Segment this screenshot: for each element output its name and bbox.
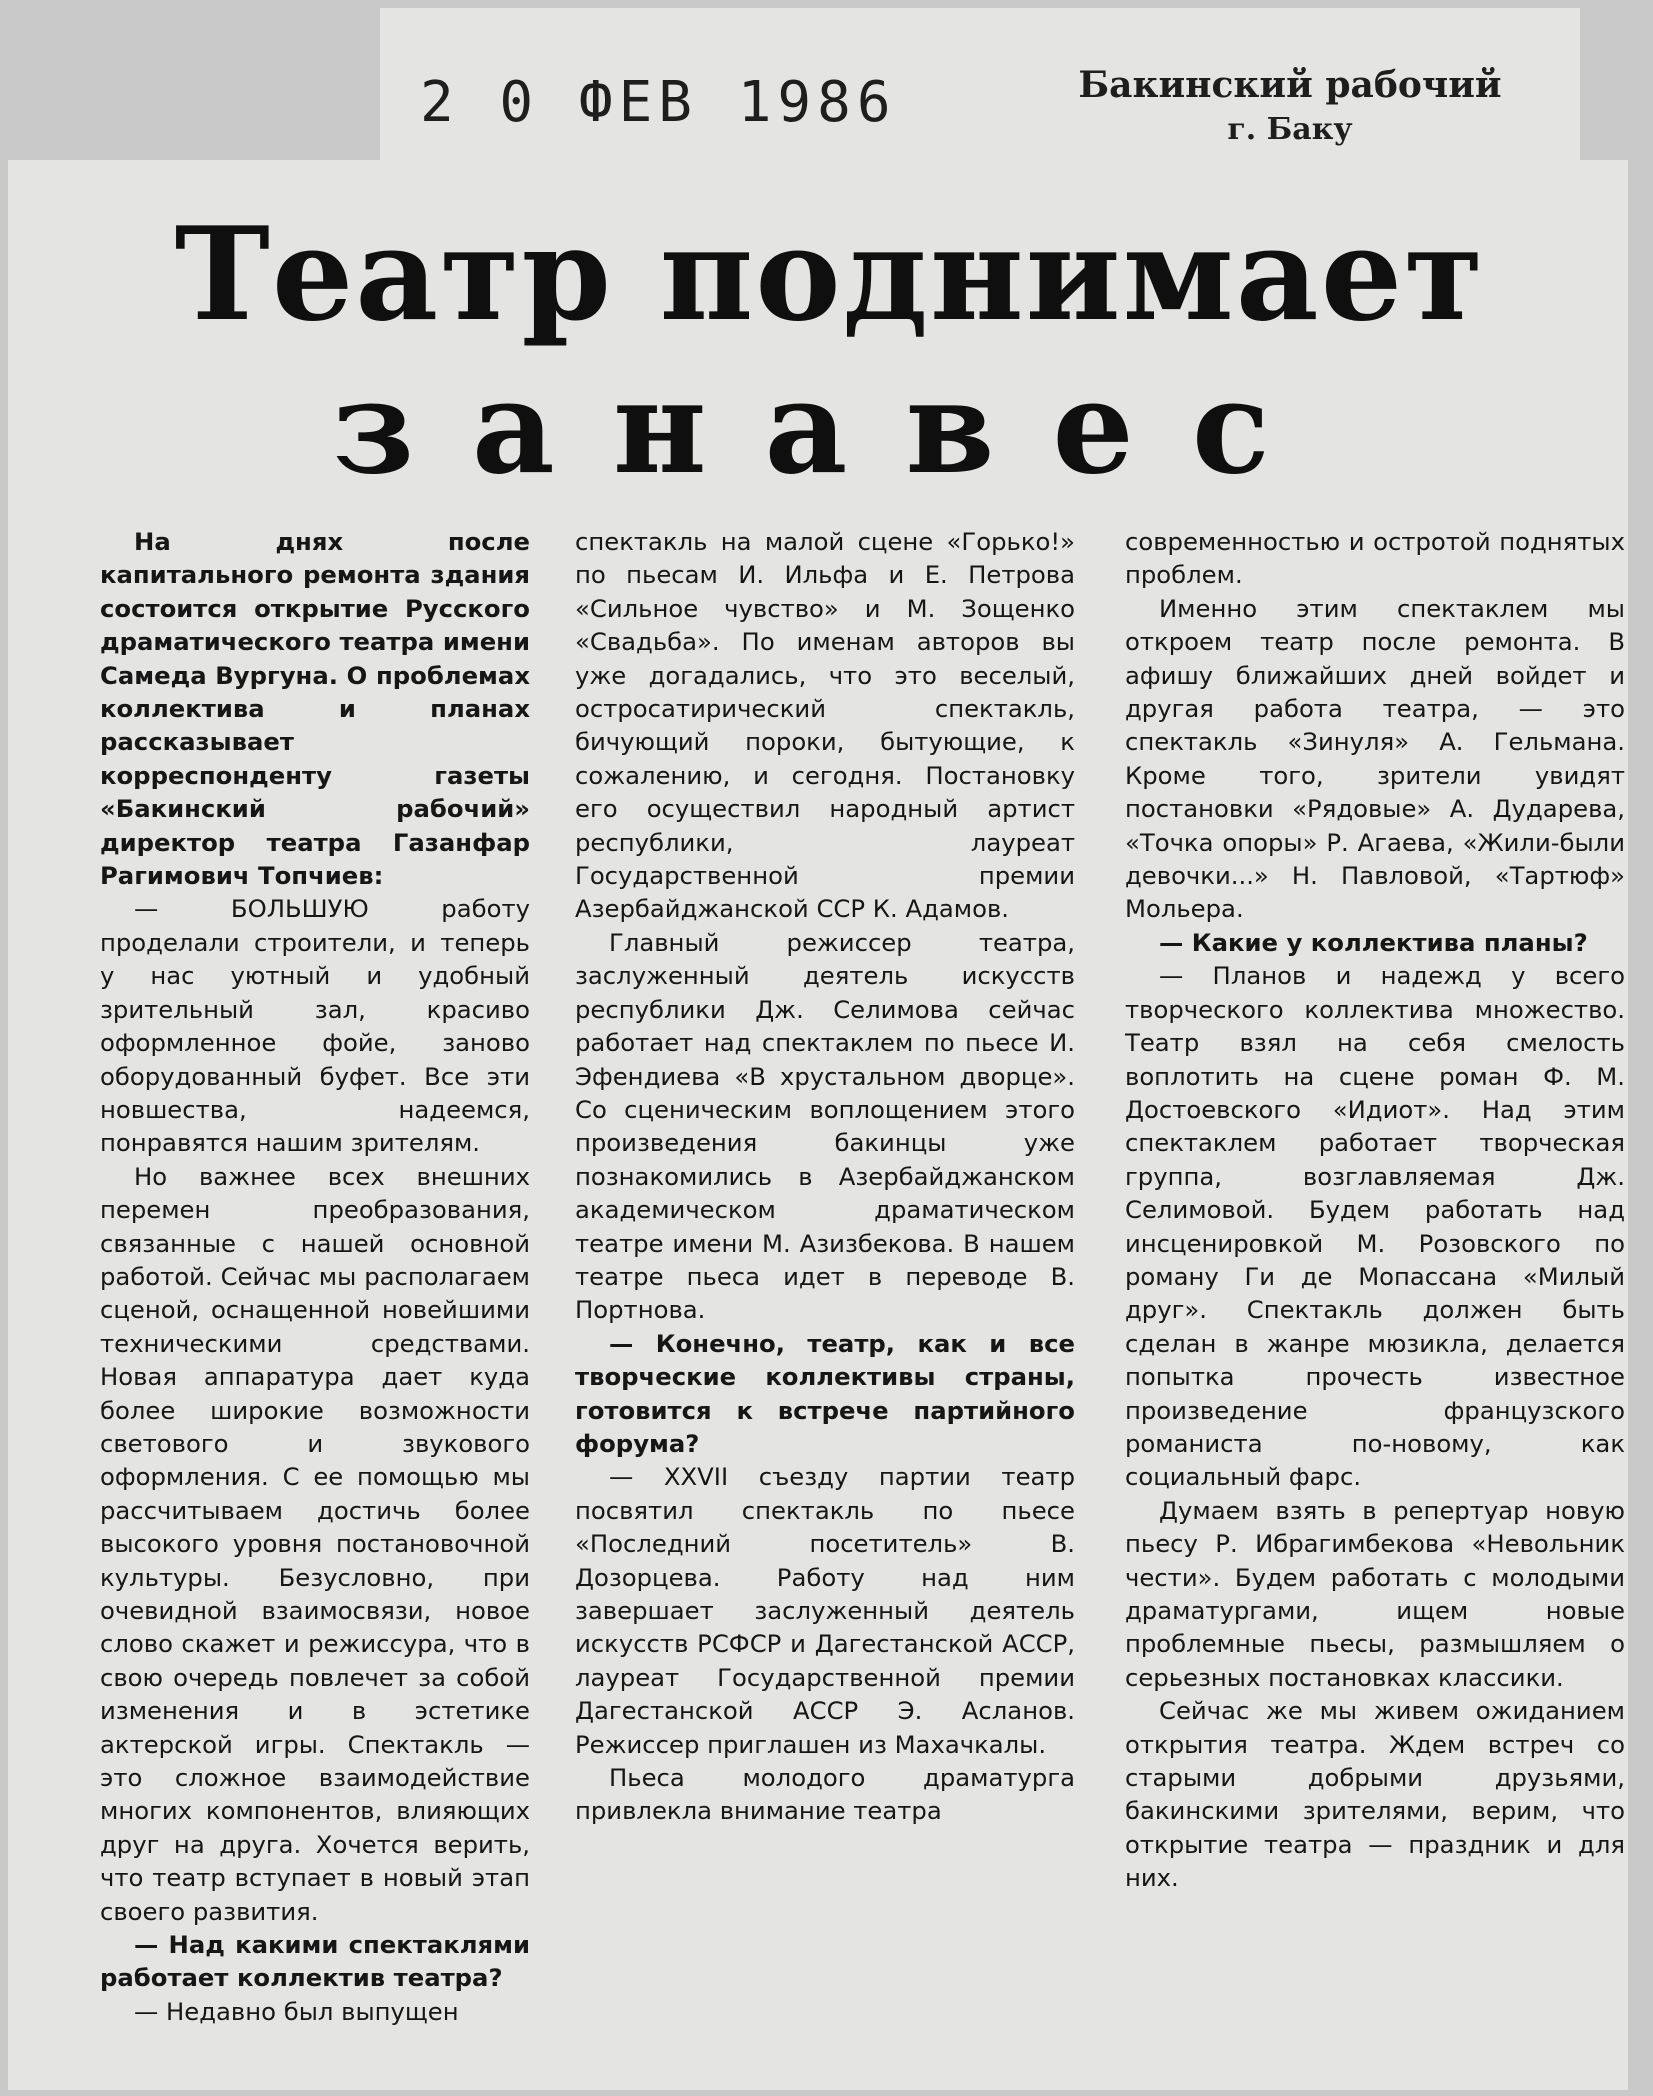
article-lead: На днях после капитального ремонта здания состоится открытие Русского драматического театра имени Самеда Вургуна. О проблемах коллектива и планах рассказывает корреспонденту газеты «Бакинский рабочий» директор театра Газанфар Рагимович Топчиев: [100,527,530,891]
date-stamp: 2 0 ФЕВ 1986 [420,70,897,135]
article-paragraph: Именно этим спектаклем мы откроем театр после ремонта. В афишу ближайших дней войдет и другая работа театра, — это спектакль «Зинуля» А. Гельмана. Кроме того, зрители увидят постановки «Рядовые» А. Дударева, «Точка опоры» Р. Агаева, «Жили-были девочки...» Н. Павловой, «Тартюф» Мольера. [1125,593,1625,924]
headline-line-1: Театр поднимает [174,200,1486,350]
article-column-2 [575,525,1075,2045]
article-paragraph: Сейчас же мы живем ожиданием открытия театра. Ждем встреч со старыми добрыми друзьями, бакинскими зрителями, верим, что открытие театра — праздник и для них. [1125,1696,1625,1893]
article-paragraph: — XXVII съезду партии театр посвятил спектакль по пьесе «Последний посетитель» В. Дозорцева. Работу над ним завершает заслуженный деятель искусств РСФСР и Дагестанской АССР, лауреат Государственной премии Дагестанской АССР Э. Асланов. Режиссер приглашен из Махачкалы. [575,1462,1075,1759]
article-column-3 [1125,525,1625,2045]
headline-line-2: занавес [332,353,1328,503]
article-column-1 [100,525,530,2045]
article-paragraph: Думаем взять в репертуар новую пьесу Р. Ибрагимбекова «Невольник чести». Будем работать с молодыми драматургами, ищем новые проблемные пьесы, размышляем о серьезных постановках классики. [1125,1495,1625,1692]
article-paragraph: Но важнее всех внешних перемен преобразования, связанные с нашей основной работой. Сейчас мы располагаем сценой, оснащенной новейшими техническими средствами. Новая аппаратура дает куда более широкие возможности светового и звукового оформления. С ее помощью мы рассчитываем достичь более высокого уровня постановочной культуры. Безусловно, при очевидной взаимосвязи, новое слово скажет и режиссура, что в свою очередь повлечет за собой изменения и в эстетике актерской игры. Спектакль — это сложное взаимодействие многих компонентов, влияющих друг на друга. Хочется верить, что театр вступает в новый этап своего развития. [100,1161,530,1926]
newspaper-name: Бакинский рабочий [1078,64,1502,106]
article-headline [60,200,1600,503]
article-paragraph: Главный режиссер театра, заслуженный деятель искусств республики Дж. Селимова сейчас работает над спектаклем по пьесе И. Эфендиева «В хрустальном дворце». Со сценическим воплощением этого произведения бакинцы уже познакомились в Азербайджанском академическом драматическом театре имени М. Азизбекова. В нашем театре пьеса идет в переводе В. Портнова. [575,927,1075,1325]
article-paragraph: современностью и остротой поднятых проблем. [1125,527,1625,590]
newspaper-source [1060,64,1520,147]
article-paragraph: — БОЛЬШУЮ работу проделали строители, и теперь у нас уютный и удобный зрительный зал, красиво оформленное фойе, заново оборудованный буфет. Все эти новшества, надеемся, понравятся нашим зрителям. [100,894,530,1158]
article-paragraph: — Недавно был выпущен [134,1996,459,2026]
interview-question: — Какие у коллектива планы? [1159,927,1588,957]
article-paragraph: спектакль на малой сцене «Горько!» по пьесам И. Ильфа и Е. Петрова «Сильное чувство» и М. Зощенко «Свадьба». По именам авторов вы уже догадались, что это веселый, остросатирический спектакль, бичующий пороки, бытующие, к сожалению, и сегодня. Постановку его осуществил народный артист республики, лауреат Государственной премии Азербайджанской ССР К. Адамов. [575,527,1075,924]
newspaper-city: г. Баку [1227,112,1353,147]
interview-question: — Над какими спектаклями работает коллектив театра? [100,1930,530,1993]
interview-question: — Конечно, театр, как и все творческие коллективы страны, готовится к встрече партийного форума? [575,1328,1075,1458]
article-paragraph: — Планов и надежд у всего творческого коллектива множество. Театр взял на себя смелость воплотить на сцене роман Ф. М. Достоевского «Идиот». Над этим спектаклем работает творческая группа, возглавляемая Дж. Селимовой. Будем работать над инсценировкой М. Розовского по роману Ги де Мопассана «Милый друг». Спектакль должен быть сделан в жанре мюзикла, делается попытка прочесть известное произведение французского романиста по-новому, как социальный фарс. [1125,961,1625,1492]
article-paragraph: Пьеса молодого драматурга привлекла внимание театра [575,1763,1075,1826]
